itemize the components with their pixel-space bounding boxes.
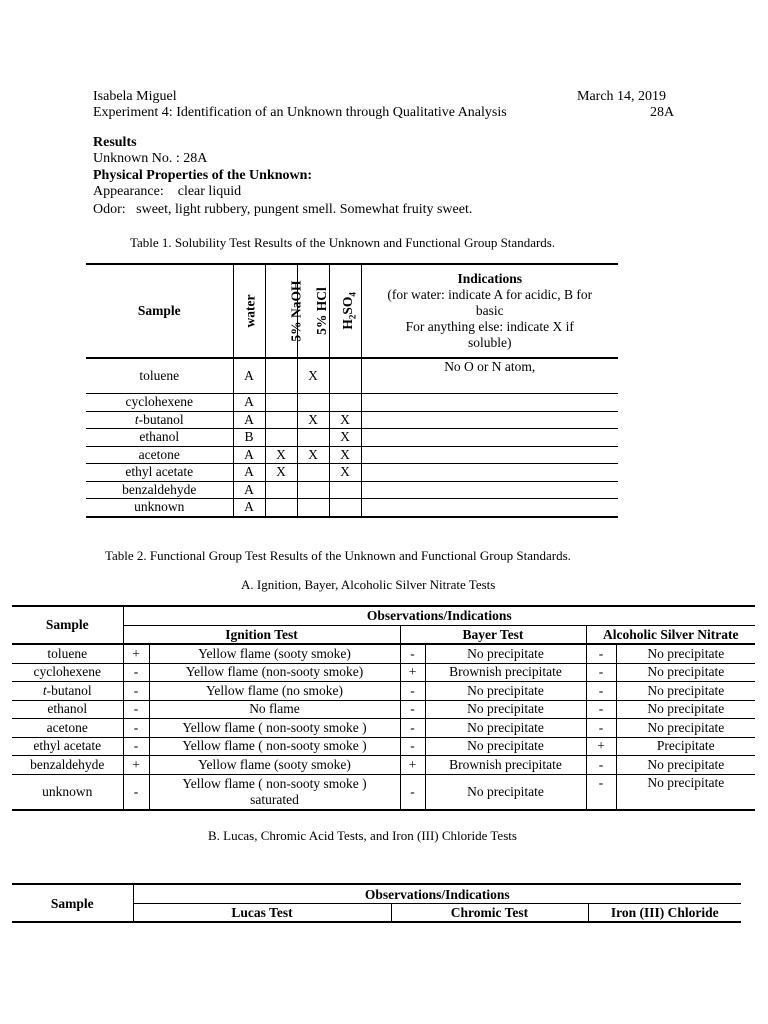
sample-prefix: t [134,411,139,427]
table-row [12,719,755,738]
bayer-sign: - [400,719,425,738]
table1-caption: Table 1. Solubility Test Results of the Unknown and Functional Group Standards. [130,235,556,250]
naoh-cell [265,411,297,429]
h2so4-cell: X [329,446,361,464]
hcl-cell: X [297,446,329,464]
h2so4-cell [329,358,361,394]
silver-result: No precipitate [616,756,755,775]
table3-subcaption: B. Lucas, Chromic Acid Tests, and Iron (III) Chloride Tests [208,828,517,843]
bayer-sign: - [400,700,425,719]
ignition-sign: + [123,756,149,775]
hcl-cell [297,394,329,412]
sample-cell [12,719,123,738]
ignition-text-extra: saturated [250,791,299,807]
ignition-result [149,756,400,775]
table3-col-sample: Sample [12,884,133,922]
unknown-number: Unknown No. : 28A [93,151,208,166]
bayer-result: No precipitate [425,700,586,719]
silver-result: No precipitate [616,663,755,682]
sample-name: acetone [138,446,180,462]
h2so4-cell: X [329,411,361,429]
water-cell: A [233,481,265,499]
table-row [86,411,618,429]
silver-sign: - [586,774,616,810]
silver-sign: - [586,719,616,738]
table-row [86,446,618,464]
naoh-cell [265,499,297,517]
water-cell: A [233,411,265,429]
report-date: March 14, 2019 [577,89,667,104]
table2-col-ignition: Ignition Test [123,626,400,645]
sample-name: ethanol [139,429,180,445]
indication-cell [361,446,618,464]
ignition-text: Yellow flame (non-sooty smoke) [185,664,364,680]
table1-header-row [86,264,618,358]
sample-cell [86,464,233,482]
appearance-line: Appearance: clear liquid [93,184,242,199]
sample-cell [12,700,123,719]
indication-cell [361,464,618,482]
ignition-result [149,682,400,701]
ignition-sign: - [123,700,149,719]
table-row [86,499,618,517]
ignition-text: Yellow flame ( non-sooty smoke ) [182,775,367,791]
h2so4-cell [329,394,361,412]
bayer-sign: + [400,756,425,775]
bayer-result: Brownish precipitate [425,756,586,775]
sample-cell [12,774,123,810]
silver-sign: - [586,644,616,663]
ignition-result [149,774,400,810]
table2-col-observations: Observations/Indications [123,606,755,626]
table-row [12,756,755,775]
sample-name: unknown [42,783,93,799]
hcl-cell [297,481,329,499]
h2so4-cell [329,499,361,517]
silver-sign: - [586,663,616,682]
table-row [12,700,755,719]
ignition-text: Yellow flame (sooty smoke) [198,756,351,772]
table-row [86,464,618,482]
naoh-cell [265,358,297,394]
ignition-text: Yellow flame (sooty smoke) [198,645,351,661]
sample-cell [12,663,123,682]
table1-col-indications: Indications (for water: indicate A for acidic, B for basic For anything else: indicate X if soluble) [361,264,618,358]
sample-prefix: t [42,682,47,698]
naoh-cell [265,394,297,412]
hcl-cell: X [297,358,329,394]
bayer-result: No precipitate [425,719,586,738]
indication-cell [361,394,618,412]
bayer-result: No precipitate [425,682,586,701]
bayer-sign: - [400,737,425,756]
silver-sign: - [586,756,616,775]
bayer-result: Brownish precipitate [425,663,586,682]
ignition-text: Yellow flame ( non-sooty smoke ) [182,738,367,754]
silver-result: No precipitate [616,774,755,810]
ignition-text: No flame [249,701,300,717]
table-row [86,394,618,412]
table1-col-hcl: 5% HCl [297,264,329,358]
ignition-text: Yellow flame ( non-sooty smoke ) [182,719,367,735]
sample-cell [12,737,123,756]
sample-name: -butanol [138,411,184,427]
sample-cell [12,682,123,701]
table2-col-bayer: Bayer Test [400,626,586,645]
table1-col-sample: Sample [86,264,233,358]
sample-cell [12,644,123,663]
ignition-result [149,719,400,738]
sample-cell [86,358,233,394]
sample-name: ethyl acetate [33,738,102,754]
sample-name: -butanol [46,682,92,698]
table-row [12,737,755,756]
bayer-sign: - [400,682,425,701]
sample-cell [86,429,233,447]
table2-subcaption: A. Ignition, Bayer, Alcoholic Silver Nitrate Tests [241,577,496,592]
table-row [12,682,755,701]
sample-cell [86,394,233,412]
bayer-result: No precipitate [425,774,586,810]
sample-name: benzaldehyde [30,756,105,772]
sample-cell [86,481,233,499]
sample-cell [86,446,233,464]
ignition-text: Yellow flame (no smoke) [206,682,343,698]
silver-result: Precipitate [616,737,755,756]
silver-sign: - [586,682,616,701]
sample-name: cyclohexene [125,394,193,410]
indication-cell [361,411,618,429]
water-cell: A [233,358,265,394]
silver-sign: - [586,700,616,719]
ignition-result [149,737,400,756]
table3-col-lucas: Lucas Test [133,904,391,923]
functional-group-table-b [12,883,741,923]
silver-result: No precipitate [616,682,755,701]
indication-cell [361,429,618,447]
odor-line: Odor: sweet, light rubbery, pungent smell. Somewhat fruity sweet. [93,202,473,217]
table-row [86,429,618,447]
silver-result: No precipitate [616,719,755,738]
sample-name: toluene [139,368,180,383]
ignition-result [149,700,400,719]
h2so4-cell: X [329,429,361,447]
sample-name: acetone [46,719,88,735]
silver-result: No precipitate [616,700,755,719]
sample-cell [86,499,233,517]
table-row [12,644,755,663]
naoh-cell: X [265,464,297,482]
ignition-sign: + [123,644,149,663]
sample-cell [12,756,123,775]
water-cell: B [233,429,265,447]
naoh-cell [265,481,297,499]
section-code: 28A [650,105,675,120]
indication-cell [361,481,618,499]
ignition-result [149,644,400,663]
table3-col-chromic: Chromic Test [391,904,588,923]
naoh-cell [265,429,297,447]
table2-col-sample: Sample [12,606,123,644]
sample-name: toluene [47,645,88,661]
table-row [86,358,618,394]
table1-col-water: water [233,264,265,358]
bayer-result: No precipitate [425,737,586,756]
naoh-cell: X [265,446,297,464]
sample-name: cyclohexene [33,664,101,680]
bayer-sign: + [400,663,425,682]
bayer-sign: - [400,644,425,663]
water-cell: A [233,464,265,482]
ignition-result [149,663,400,682]
sample-name: ethanol [47,701,88,717]
hcl-cell [297,499,329,517]
table2-col-silver-nitrate: Alcoholic Silver Nitrate [586,626,755,645]
physical-properties-heading: Physical Properties of the Unknown: [93,168,313,183]
table-row [86,481,618,499]
hcl-cell [297,429,329,447]
water-cell: A [233,499,265,517]
sample-name: ethyl acetate [125,464,194,480]
h2so4-cell [329,481,361,499]
hcl-cell: X [297,411,329,429]
ignition-sign: - [123,663,149,682]
table1-col-naoh: 5% NaOH [265,264,297,358]
ignition-sign: - [123,719,149,738]
results-heading: Results [93,135,137,150]
table1-col-h2so4: $H_2SO_4$ [329,264,361,358]
table3-col-observations: Observations/Indications [133,884,741,904]
table-row [12,774,755,810]
indication-cell: No O or N atom, [361,358,618,394]
ignition-sign: - [123,682,149,701]
solubility-table [86,263,618,518]
sample-name: unknown [134,499,185,515]
ignition-sign: - [123,774,149,810]
experiment-title: Experiment 4: Identification of an Unknown through Qualitative Analysis [93,105,507,120]
table3-col-iron-chloride: Iron (III) Chloride [588,904,741,923]
water-cell: A [233,394,265,412]
bayer-sign: - [400,774,425,810]
sample-name: benzaldehyde [122,481,197,497]
silver-result: No precipitate [616,644,755,663]
sample-cell [86,411,233,429]
ignition-sign: - [123,737,149,756]
silver-sign: + [586,737,616,756]
author-name: Isabela Miguel [93,89,177,104]
bayer-result: No precipitate [425,644,586,663]
indication-cell [361,499,618,517]
table-row [12,663,755,682]
water-cell: A [233,446,265,464]
hcl-cell [297,464,329,482]
table2-caption: Table 2. Functional Group Test Results of the Unknown and Functional Group Standards. [105,548,571,563]
h2so4-cell: X [329,464,361,482]
functional-group-table-a [12,605,755,811]
